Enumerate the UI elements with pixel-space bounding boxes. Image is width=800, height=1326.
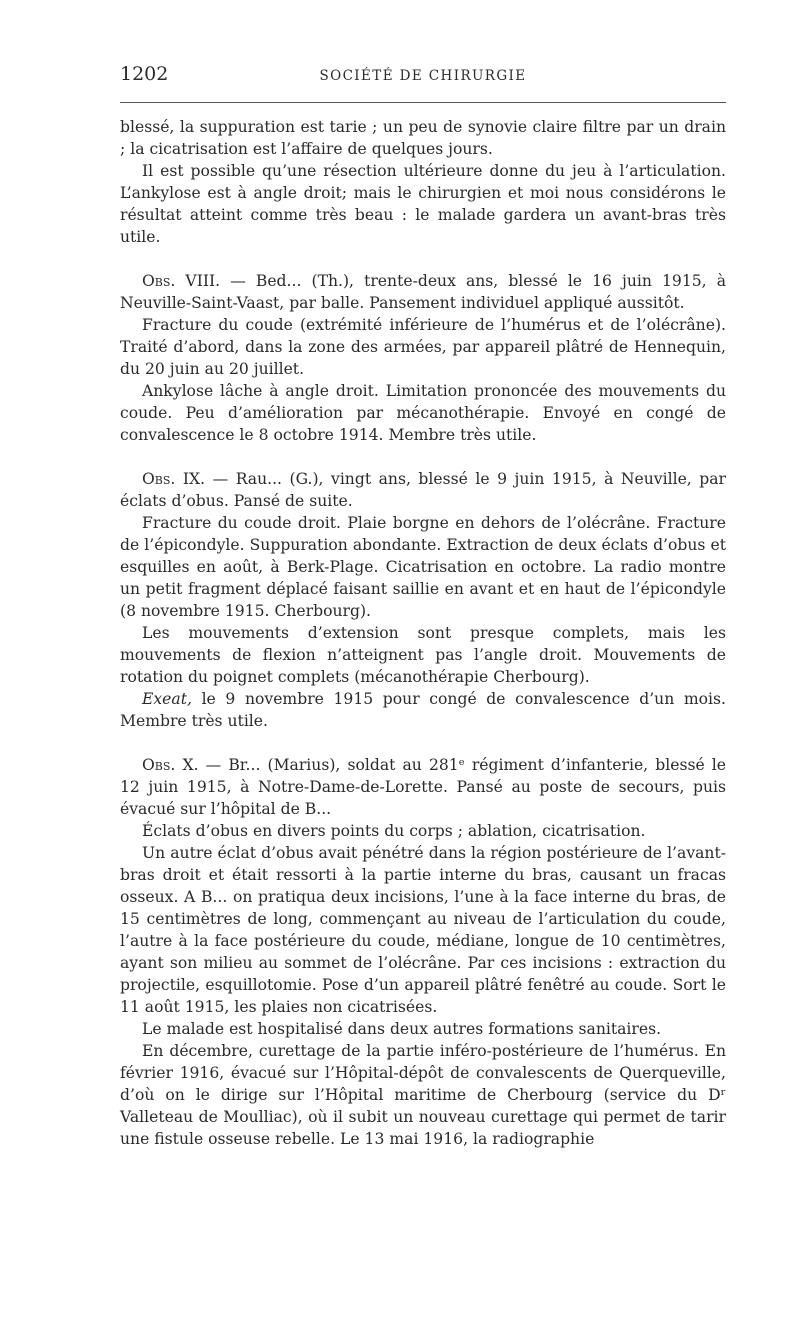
observation-viii-intro — [120, 270, 726, 314]
body-paragraph: blessé, la suppuration est tarie ; un peu de synovie claire filtre par un drain ; la cicatrisation est l’affaire de quelques jours. — [120, 118, 726, 158]
section-gap — [120, 248, 726, 270]
observation-paragraph: Les mouvements d’extension sont presque complets, mais les mouvements de flexion n’atteignent pas l’angle droit. Mouvements de rotation du poignet complets (mécanothérapie Cherbourg). — [120, 624, 726, 686]
section-gap — [120, 732, 726, 754]
observation-intro-text: — Rau... (G.), vingt ans, blessé le 9 juin 1915, à Neuville, par éclats d’obus. Pansé de suite. — [120, 470, 726, 510]
page-body — [120, 116, 726, 1150]
exeat-word: Exeat, — [142, 690, 192, 708]
observation-exeat — [120, 688, 726, 732]
observation-paragraph: Fracture du coude (extrémité inférieure de l’humérus et de l’olécrâne). Traité d’abord, dans la zone des armées, par appareil plâtré de Hennequin, du 20 juin au 20 juillet. — [120, 316, 726, 378]
observation-intro-text: — Bed... (Th.), trente-deux ans, blessé le 16 juin 1915, à Neuville-Saint-Vaast, par balle. Pansement individuel appliqué aussitôt. — [120, 272, 727, 312]
observation-paragraph: Ankylose lâche à angle droit. Limitation prononcée des mouvements du coude. Peu d’amélioration par mécanothérapie. Envoyé en congé de convalescence le 8 octobre 1914. Membre très utile. — [120, 382, 726, 444]
section-gap — [120, 446, 726, 468]
observation-paragraph: En décembre, curettage de la partie inféro-postérieure de l’humérus. En février 1916, évacué sur l’Hôpital-dépôt de convalescents de Querqueville, d’où on le dirige sur l’Hôpital maritime de Cherbourg (service du Dʳ Valleteau de Moulliac), où il subit un nouveau curettage qui permet de tarir une fistule osseuse rebelle. Le 13 mai 1916, la radiographie — [120, 1042, 726, 1148]
observation-ix-intro — [120, 468, 726, 512]
observation-paragraph: Le malade est hospitalisé dans deux autres formations sanitaires. — [142, 1020, 662, 1038]
observation-label: Obs. VIII. — [142, 272, 221, 290]
observation-label: Obs. X. — [142, 756, 199, 774]
running-title: SOCIÉTÉ DE CHIRURGIE — [319, 68, 527, 84]
observation-intro-text: — Br... (Marius), soldat au 281ᵉ régiment d’infanterie, blessé le 12 juin 1915, à Notre-Dame-de-Lorette. Pansé au poste de secours, puis évacué sur l’hôpital de B... — [120, 756, 726, 818]
observation-x-intro — [120, 754, 726, 820]
header-rule — [120, 102, 726, 103]
page-number: 1202 — [120, 63, 169, 85]
exeat-text: le 9 novembre 1915 pour congé de convalescence d’un mois. Membre très utile. — [120, 690, 726, 730]
observation-paragraph: Un autre éclat d’obus avait pénétré dans la région postérieure de l’avant-bras droit et était ressorti à la partie interne du bras, causant un fracas osseux. A B... on pratiqua deux incisions, l’une à la face interne du bras, de 15 centimètres de long, commençant au niveau de l’articulation du coude, l’autre à la face postérieure du coude, médiane, longue de 10 centimètres, ayant son milieu au sommet de l’olécrâne. Par ces incisions : extraction du projectile, esquillotomie. Pose d’un appareil plâtré fenêtré au coude. Sort le 11 août 1915, les plaies non cicatrisées. — [120, 844, 726, 1016]
observation-paragraph: Fracture du coude droit. Plaie borgne en dehors de l’olécrâne. Fracture de l’épicondyle. Suppuration abondante. Extraction de deux éclats d’obus et esquilles en août, à Berk-Plage. Cicatrisation en octobre. La radio montre un petit fragment déplacé faisant saillie en avant et en haut de l’épicondyle (8 novembre 1915. Cherbourg). — [120, 514, 726, 620]
observation-paragraph: Éclats d’obus en divers points du corps ; ablation, cicatrisation. — [142, 822, 646, 840]
observation-label: Obs. IX. — [142, 470, 206, 488]
body-paragraph: Il est possible qu’une résection ultérieure donne du jeu à l’articulation. L’ankylose est à angle droit; mais le chirurgien et moi nous considérons le résultat atteint comme très beau : le malade gardera un avant-bras très utile. — [120, 162, 726, 246]
